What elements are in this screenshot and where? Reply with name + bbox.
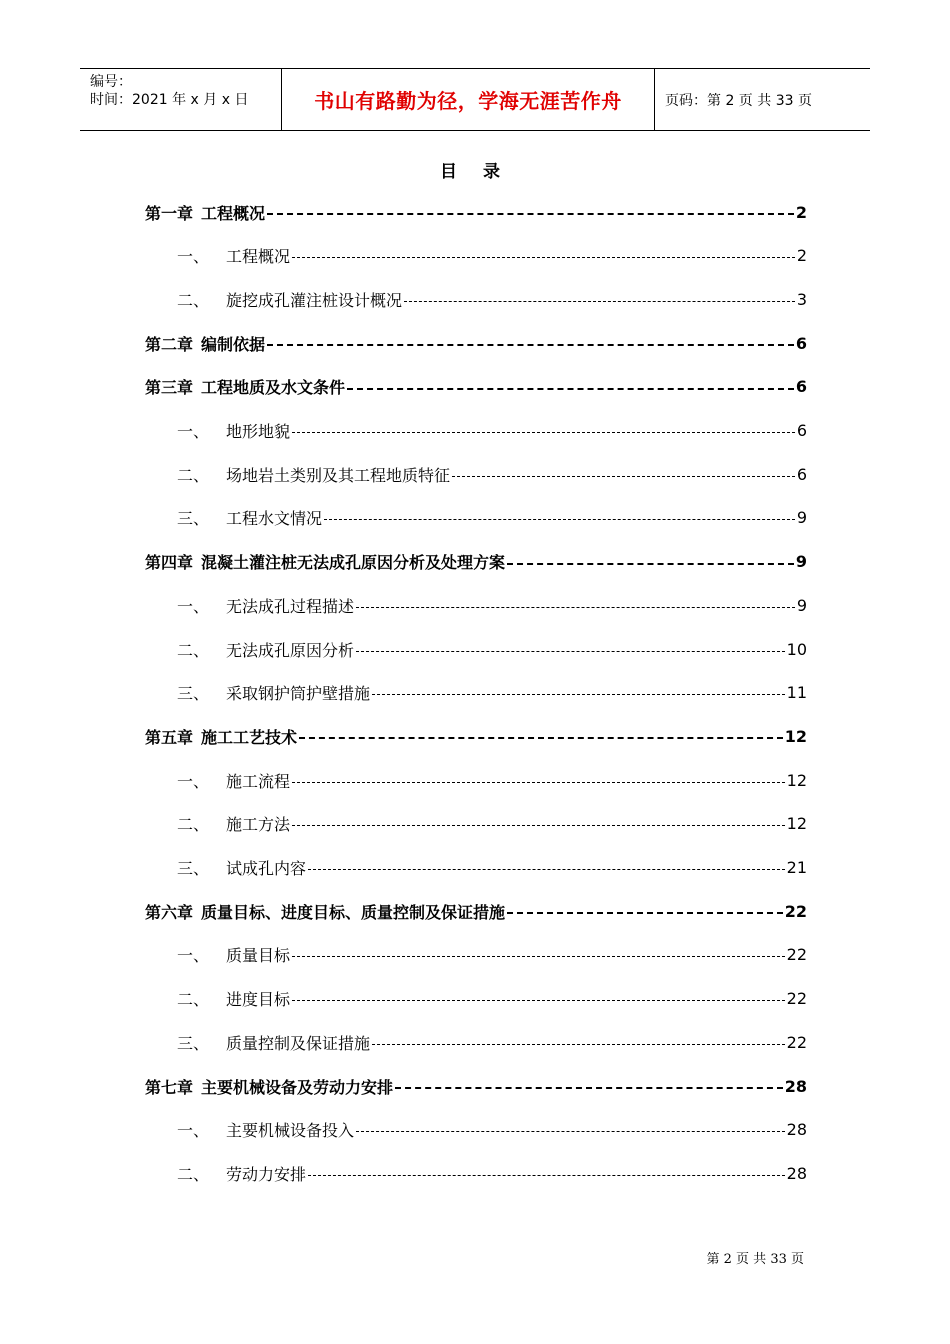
toc-section-number: 二、 xyxy=(177,1164,210,1184)
toc-chapter-entry[interactable] xyxy=(145,548,807,576)
toc-chapter-entry[interactable] xyxy=(145,373,807,401)
toc-section-entry[interactable] xyxy=(177,985,807,1013)
toc-page-number: 12 xyxy=(786,770,807,790)
toc-entry-title: 编制依据 xyxy=(201,334,266,354)
toc-entry-title: 施工流程 xyxy=(226,771,291,791)
toc-section-entry[interactable] xyxy=(177,242,807,270)
toc-section-number: 二、 xyxy=(177,990,210,1010)
toc-section-number: 三、 xyxy=(177,509,210,529)
toc-page-number: 22 xyxy=(786,1032,807,1052)
toc-leader-line xyxy=(292,825,785,826)
toc-section-number: 二、 xyxy=(177,465,210,485)
toc-section-number: 三、 xyxy=(177,1033,210,1053)
toc-page-number: 3 xyxy=(796,289,807,309)
toc-page-number: 2 xyxy=(795,202,807,222)
toc-section-entry[interactable] xyxy=(177,766,807,794)
toc-chapter-entry[interactable] xyxy=(145,897,807,925)
toc-chapter-entry[interactable] xyxy=(145,198,807,226)
toc-page-number: 21 xyxy=(786,858,807,877)
toc-page-number: 22 xyxy=(786,945,807,965)
toc-leader-line xyxy=(308,1175,785,1176)
toc-chapter-number: 第六章 xyxy=(145,902,194,922)
toc-section-entry[interactable] xyxy=(177,1159,807,1187)
toc-leader-line xyxy=(267,213,794,215)
toc-section-entry[interactable] xyxy=(177,810,807,838)
time-label: 时间：2021 年 x 月 x 日 xyxy=(90,92,249,108)
header-motto-cell xyxy=(282,69,655,130)
page-footer: 第 2 页 共 33 页 xyxy=(706,1252,804,1267)
toc-entry-title: 工程地质及水文条件 xyxy=(201,378,346,398)
toc-section-number: 一、 xyxy=(177,946,210,966)
toc-page-number: 9 xyxy=(796,508,807,528)
toc-leader-line xyxy=(292,782,785,783)
toc-section-entry[interactable] xyxy=(177,854,807,882)
toc-entry-title: 主要机械设备及劳动力安排 xyxy=(201,1077,394,1097)
toc-leader-line xyxy=(372,694,785,695)
toc-entry-title: 无法成孔原因分析 xyxy=(226,640,355,660)
toc-entry-title: 地形地貌 xyxy=(226,422,291,441)
toc-section-number: 一、 xyxy=(177,1121,210,1141)
toc-chapter-number: 第三章 xyxy=(145,378,194,398)
toc-entry-title: 劳动力安排 xyxy=(226,1164,307,1184)
toc-entry-title: 旋挖成孔灌注桩设计概况 xyxy=(226,290,403,310)
toc-chapter-number: 第一章 xyxy=(145,203,194,223)
toc-leader-line xyxy=(395,1087,783,1089)
toc-leader-line xyxy=(324,519,795,520)
toc-page-number: 2 xyxy=(796,246,807,266)
toc-entry-title: 采取钢护筒护壁措施 xyxy=(226,684,371,704)
toc-leader-line xyxy=(507,563,794,565)
header-meta xyxy=(80,69,282,130)
toc-page-number: 10 xyxy=(786,639,807,659)
toc-section-number: 一、 xyxy=(177,422,210,441)
toc-leader-line xyxy=(292,432,795,433)
toc-section-number: 三、 xyxy=(177,859,210,878)
toc-section-number: 一、 xyxy=(177,771,210,791)
toc-entry-title: 质量控制及保证措施 xyxy=(226,1033,371,1053)
toc-section-number: 一、 xyxy=(177,596,210,616)
toc-section-number: 一、 xyxy=(177,247,210,267)
toc-entry-title: 工程概况 xyxy=(201,203,266,223)
toc-page-number: 11 xyxy=(786,683,807,703)
toc-leader-line xyxy=(292,1000,785,1001)
toc-section-entry[interactable] xyxy=(177,941,807,969)
toc-section-number: 三、 xyxy=(177,684,210,704)
toc-leader-line xyxy=(507,912,783,914)
toc-entry-title: 工程概况 xyxy=(226,247,291,267)
toc-leader-line xyxy=(452,476,795,477)
toc-page-number: 28 xyxy=(786,1120,807,1140)
toc-page-number: 22 xyxy=(784,901,807,921)
toc-page-number: 22 xyxy=(786,989,807,1009)
toc-entry-title: 场地岩土类别及其工程地质特征 xyxy=(226,465,451,485)
toc-chapter-entry[interactable] xyxy=(145,722,807,750)
toc-entry-title: 施工工艺技术 xyxy=(201,727,298,747)
toc-page-number: 9 xyxy=(795,552,807,572)
toc-page-number: 28 xyxy=(784,1076,807,1096)
toc-section-entry[interactable] xyxy=(177,591,807,619)
header-page-info xyxy=(655,69,870,130)
toc-page-number: 6 xyxy=(795,333,807,353)
toc-chapter-number: 第四章 xyxy=(145,553,194,573)
toc-section-entry[interactable] xyxy=(177,285,807,313)
toc-page-number: 12 xyxy=(786,814,807,834)
toc-leader-line xyxy=(292,956,785,957)
toc-page-number: 6 xyxy=(796,421,807,440)
toc-leader-line xyxy=(356,651,785,652)
toc-chapter-number: 第五章 xyxy=(145,727,194,747)
toc-page-number: 6 xyxy=(795,377,807,397)
toc-page-number: 12 xyxy=(784,726,807,746)
toc-leader-line xyxy=(292,257,795,258)
toc-section-entry[interactable] xyxy=(177,460,807,488)
toc-title: 目 录 xyxy=(440,162,510,182)
page-header xyxy=(80,68,870,131)
toc-chapter-number: 第二章 xyxy=(145,334,194,354)
toc-chapter-entry[interactable] xyxy=(145,329,807,357)
toc-section-entry[interactable] xyxy=(177,635,807,663)
toc-entry-title: 进度目标 xyxy=(226,990,291,1010)
toc-chapter-number: 第七章 xyxy=(145,1077,194,1097)
toc-leader-line xyxy=(356,1131,785,1132)
toc-leader-line xyxy=(347,388,794,390)
toc-page-number: 9 xyxy=(796,595,807,615)
toc-leader-line xyxy=(308,869,785,870)
toc-leader-line xyxy=(299,737,783,739)
toc-section-number: 二、 xyxy=(177,640,210,660)
toc-entry-title: 质量目标、进度目标、质量控制及保证措施 xyxy=(201,902,506,922)
toc-chapter-entry[interactable] xyxy=(145,1072,807,1100)
toc-entry-title: 无法成孔过程描述 xyxy=(226,596,355,616)
toc-entry-title: 主要机械设备投入 xyxy=(226,1121,355,1141)
page-info: 页码：第 2 页 共 33 页 xyxy=(665,92,812,109)
toc-section-entry[interactable] xyxy=(177,417,807,445)
motto: 书山有路勤为径，学海无涯苦作舟 xyxy=(314,89,622,113)
toc-section-entry[interactable] xyxy=(177,679,807,707)
toc-page-number: 6 xyxy=(796,464,807,484)
toc-page-number: 28 xyxy=(786,1163,807,1183)
toc-entry-title: 混凝土灌注桩无法成孔原因分析及处理方案 xyxy=(201,553,506,573)
toc-section-entry[interactable] xyxy=(177,504,807,532)
toc-entry-title: 施工方法 xyxy=(226,815,291,835)
toc-leader-line xyxy=(267,344,794,346)
number-label: 编号： xyxy=(90,74,132,90)
toc-section-number: 二、 xyxy=(177,815,210,835)
toc-section-entry[interactable] xyxy=(177,1028,807,1056)
toc-entry-title: 质量目标 xyxy=(226,946,291,966)
toc-entry-title: 工程水文情况 xyxy=(226,509,323,529)
toc-leader-line xyxy=(356,607,795,608)
toc-section-number: 二、 xyxy=(177,290,210,310)
toc-leader-line xyxy=(404,301,795,302)
toc-leader-line xyxy=(372,1044,785,1045)
toc-section-entry[interactable] xyxy=(177,1116,807,1144)
toc-entry-title: 试成孔内容 xyxy=(226,859,307,878)
